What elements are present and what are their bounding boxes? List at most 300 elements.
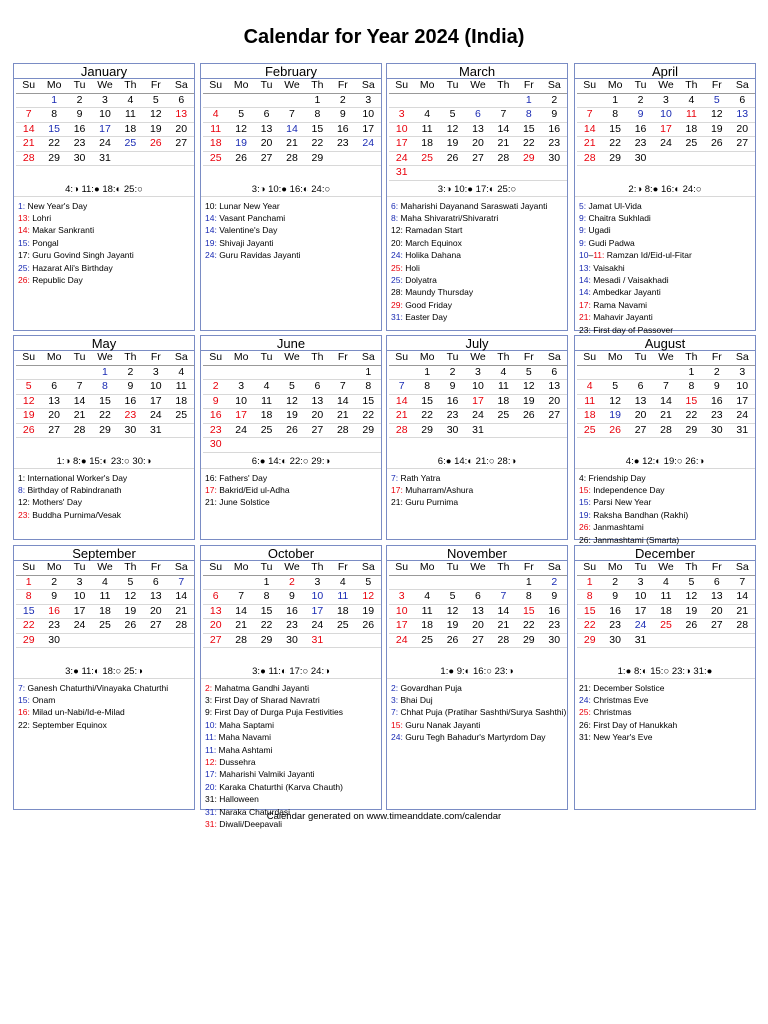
holiday-item	[579, 274, 755, 286]
week-row	[389, 366, 567, 381]
day-cell: 29	[362, 423, 375, 436]
holiday-date: 13:	[18, 212, 30, 223]
empty-cell	[465, 576, 490, 590]
holiday-name: Maha Shivaratri/Shivaratri	[398, 212, 499, 223]
holiday-date: 21:	[205, 497, 217, 508]
day-cell: 13	[548, 380, 561, 392]
weekday-label: Su	[22, 351, 36, 363]
holiday-date: 25:	[391, 262, 403, 273]
month-name: September	[14, 546, 194, 561]
empty-cell	[16, 94, 41, 108]
day-cell: 4	[500, 365, 507, 378]
weekday-label: Th	[311, 561, 324, 573]
day-cell: 10	[634, 590, 647, 602]
day-cell: 16	[609, 604, 621, 617]
week-row	[16, 366, 194, 381]
holiday-item	[579, 694, 755, 706]
day-cell: 8	[51, 108, 58, 120]
weekday-header	[389, 351, 567, 366]
holiday-list	[387, 679, 567, 744]
empty-cell	[653, 152, 678, 166]
day-cell: 7	[586, 108, 593, 120]
footer-credit: Calendar generated on www.timeanddate.com/calendar	[266, 811, 502, 822]
day-cell: 10	[736, 380, 749, 392]
day-cell: 4	[586, 380, 593, 392]
month-days-grid	[203, 79, 381, 166]
holiday-item	[579, 731, 755, 743]
day-cell: 3	[637, 575, 644, 588]
holiday-name: Chhat Puja (Pratihar Sashthi/Surya Sashthi)	[398, 707, 567, 718]
holiday-date: 31:	[391, 312, 403, 323]
week-row	[203, 123, 381, 138]
day-cell: 6	[51, 380, 58, 392]
holiday-list	[575, 679, 755, 744]
empty-cell	[330, 366, 355, 380]
month-name: May	[14, 336, 194, 351]
day-cell: 16	[286, 604, 298, 617]
day-cell: 4	[178, 365, 185, 378]
holiday-item	[205, 719, 381, 731]
day-cell: 12	[685, 590, 698, 602]
day-cell: 30	[73, 151, 86, 164]
day-cell: 30	[286, 633, 298, 646]
day-cell: 16	[209, 409, 222, 421]
holiday-date: 28:	[391, 287, 403, 298]
month-days-grid	[16, 79, 194, 166]
weekday-label: Sa	[547, 351, 561, 363]
day-cell: 13	[260, 122, 273, 135]
month-days-grid	[389, 79, 567, 181]
holiday-item	[18, 496, 194, 508]
weekday-label: Su	[583, 561, 597, 573]
holiday-name: June Solstice	[216, 497, 270, 508]
day-cell: 9	[51, 590, 58, 602]
holiday-date: 11:	[205, 744, 217, 755]
holiday-item	[579, 286, 755, 298]
day-cell: 4	[424, 590, 431, 602]
holiday-date: 9:	[579, 212, 587, 223]
holiday-item	[579, 496, 755, 508]
week-row	[203, 424, 381, 439]
holiday-name: Bhai Duj	[398, 694, 433, 705]
week-row	[577, 380, 755, 395]
day-cell: 24	[73, 619, 86, 631]
week-row	[577, 409, 755, 424]
day-cell: 1	[51, 93, 58, 106]
holiday-name: Mahatma Gandhi Jayanti	[212, 682, 309, 693]
weekday-label: Sa	[735, 79, 749, 91]
day-cell: 1	[263, 575, 270, 588]
day-cell: 3	[314, 575, 321, 588]
holiday-item	[205, 768, 381, 780]
holiday-name: Ambedkar Jayanti	[590, 287, 661, 298]
holiday-date: 26:	[579, 534, 591, 545]
day-cell: 29	[609, 151, 621, 164]
empty-cell	[356, 152, 381, 166]
holiday-date: 14:	[579, 287, 591, 298]
day-cell: 24	[395, 633, 408, 646]
holiday-name: Dolyatra	[402, 274, 437, 285]
day-cell: 8	[424, 380, 431, 392]
day-cell: 24	[99, 137, 111, 149]
empty-cell	[279, 94, 304, 108]
day-cell: 1	[525, 575, 532, 588]
day-cell: 12	[124, 590, 137, 602]
week-row	[389, 424, 567, 439]
day-cell: 29	[22, 633, 35, 646]
day-cell: 5	[449, 108, 456, 120]
holiday-name: Lunar New Year	[216, 200, 280, 211]
holiday-name: Muharram/Ashura	[402, 484, 474, 495]
holiday-date: 7:	[391, 707, 399, 718]
holiday-item	[579, 249, 755, 261]
holiday-date: 23:	[579, 324, 591, 335]
day-cell: 5	[238, 108, 245, 120]
weekday-label: We	[658, 79, 674, 91]
moon-phases: 3:● 11:◐ 17:○ 24:◑	[201, 665, 381, 679]
weekday-label: We	[658, 561, 674, 573]
day-cell: 27	[209, 633, 222, 646]
holiday-date: 17:	[18, 250, 30, 261]
empty-cell	[628, 366, 653, 380]
empty-cell	[577, 94, 602, 108]
holiday-date: 24:	[391, 732, 403, 743]
day-cell: 16	[446, 394, 459, 407]
empty-cell	[389, 576, 414, 590]
day-cell: 6	[475, 590, 481, 602]
day-cell: 22	[48, 137, 60, 149]
holiday-date: 24:	[579, 694, 591, 705]
holiday-item	[579, 509, 755, 521]
weekday-label: Tu	[634, 79, 647, 91]
week-row	[389, 619, 567, 634]
holiday-item	[579, 212, 755, 224]
week-row	[577, 424, 755, 439]
empty-cell	[516, 424, 541, 438]
holiday-date: 14:	[579, 274, 591, 285]
empty-cell	[704, 152, 729, 166]
weekday-label: Th	[685, 79, 698, 91]
day-cell: 12	[22, 394, 35, 407]
day-cell: 3	[152, 365, 159, 378]
holiday-name: Mahavir Jayanti	[590, 312, 653, 323]
week-row	[16, 576, 194, 591]
day-cell: 8	[612, 108, 619, 120]
holiday-name: Maharishi Dayanand Saraswati Jayanti	[398, 200, 548, 211]
moon-phases: 1:◑ 8:● 15:◐ 23:○ 30:◑	[14, 455, 194, 469]
day-cell: 7	[398, 380, 405, 392]
holiday-item	[391, 731, 567, 743]
empty-cell	[228, 438, 253, 452]
day-cell: 18	[336, 604, 349, 617]
month-name: January	[14, 64, 194, 79]
holiday-name: Milad un-Nabi/Id-e-Milad	[29, 707, 125, 718]
day-cell: 9	[212, 394, 219, 407]
holiday-name: First Day of Sharad Navratri	[212, 694, 320, 705]
day-cell: 10	[99, 108, 111, 120]
holiday-item	[18, 719, 194, 731]
holiday-item	[205, 781, 381, 793]
day-cell: 9	[612, 590, 619, 602]
weekday-label: Mo	[419, 79, 435, 91]
month-panel-january	[13, 63, 195, 331]
empty-cell	[16, 366, 41, 380]
day-cell: 19	[286, 409, 298, 421]
empty-cell	[254, 438, 279, 452]
holiday-item	[18, 262, 194, 274]
empty-cell	[254, 94, 279, 108]
day-cell: 21	[583, 137, 596, 149]
holiday-date: 19:	[205, 237, 217, 248]
holiday-item	[205, 237, 381, 249]
weekday-label: Mo	[419, 561, 435, 573]
day-cell: 20	[260, 137, 273, 149]
day-cell: 7	[500, 590, 507, 602]
empty-cell	[228, 366, 253, 380]
day-cell: 12	[286, 394, 298, 407]
holiday-item	[579, 262, 755, 274]
day-cell: 13	[149, 590, 162, 602]
day-cell: 9	[713, 380, 720, 392]
weekday-label: Fr	[337, 561, 348, 573]
day-cell: 9	[449, 380, 456, 392]
day-cell: 1	[586, 575, 593, 588]
holiday-date: 21:	[391, 497, 403, 508]
day-cell: 15	[522, 122, 535, 135]
day-cell: 16	[548, 604, 561, 617]
day-cell: 24	[660, 137, 672, 149]
weekday-label: Fr	[523, 79, 534, 91]
empty-cell	[704, 634, 729, 648]
month-name: February	[201, 64, 381, 79]
month-days-grid	[203, 351, 381, 453]
holiday-name: Halloween	[216, 794, 259, 805]
holiday-item	[18, 249, 194, 261]
day-cell: 28	[497, 151, 510, 164]
holiday-name: Mesadi / Vaisakhadi	[590, 274, 669, 285]
month-panel-may	[13, 335, 195, 540]
day-cell: 18	[421, 137, 433, 149]
day-cell: 23	[336, 137, 349, 149]
holiday-name: Holi	[402, 262, 420, 273]
holiday-list	[575, 469, 755, 546]
day-cell: 3	[663, 93, 669, 106]
day-cell: 14	[660, 394, 672, 407]
day-cell: 13	[472, 604, 484, 617]
day-cell: 10	[395, 604, 408, 617]
day-cell: 4	[212, 108, 219, 120]
day-cell: 23	[548, 619, 561, 631]
day-cell: 27	[634, 423, 647, 436]
empty-cell	[118, 634, 143, 648]
day-cell: 2	[551, 93, 558, 106]
holiday-date: 15:	[579, 497, 591, 508]
month-panel-september	[13, 545, 195, 810]
holiday-date: 20:	[391, 237, 403, 248]
day-cell: 23	[73, 137, 86, 149]
day-cell: 31	[634, 633, 647, 646]
day-cell: 18	[175, 394, 188, 407]
day-cell: 11	[261, 394, 272, 407]
holiday-list	[14, 469, 194, 522]
weekday-label: Mo	[46, 561, 62, 573]
empty-cell	[491, 166, 516, 180]
weekday-header	[577, 79, 755, 94]
empty-cell	[653, 634, 678, 648]
day-cell: 17	[472, 394, 484, 407]
empty-cell	[414, 576, 439, 590]
day-cell: 17	[73, 604, 86, 617]
holiday-name: Janmashtami (Smarta)	[590, 534, 680, 545]
day-cell: 29	[583, 633, 596, 646]
day-cell: 26	[286, 423, 298, 436]
day-cell: 2	[51, 575, 58, 588]
weekday-label: Th	[124, 561, 137, 573]
day-cell: 15	[311, 122, 324, 135]
weekday-header	[389, 561, 567, 576]
holiday-name: Maharishi Valmiki Jayanti	[216, 769, 315, 780]
holiday-date: 15:	[18, 694, 30, 705]
day-cell: 29	[522, 151, 535, 164]
holiday-item	[579, 311, 755, 323]
day-cell: 27	[149, 619, 162, 631]
empty-cell	[305, 366, 330, 380]
holiday-name: Guru Ravidas Jayanti	[216, 250, 301, 261]
day-cell: 27	[710, 619, 723, 631]
day-cell: 22	[421, 409, 433, 421]
day-cell: 15	[260, 604, 273, 617]
day-cell: 12	[446, 122, 459, 135]
day-cell: 13	[175, 108, 188, 120]
holiday-name: Raksha Bandhan (Rakhi)	[590, 509, 689, 520]
weekday-label: Th	[124, 351, 137, 363]
week-row	[16, 634, 194, 649]
holiday-name: March Equinox	[402, 237, 462, 248]
day-cell: 13	[311, 394, 324, 407]
holiday-item	[205, 200, 381, 212]
moon-phases: 6:● 14:◐ 22:○ 29:◑	[201, 455, 381, 469]
holiday-date-part: 11:	[593, 250, 605, 261]
day-cell: 14	[22, 122, 35, 135]
holiday-name: Gudi Padwa	[586, 237, 635, 248]
day-cell: 28	[235, 633, 247, 646]
holiday-name: Onam	[29, 694, 56, 705]
weekday-header	[203, 561, 381, 576]
day-cell: 22	[522, 137, 535, 149]
holiday-item	[391, 706, 567, 718]
weekday-label: Sa	[361, 351, 375, 363]
holiday-item	[205, 224, 381, 236]
week-row	[203, 395, 381, 410]
month-panel-august	[574, 335, 756, 545]
holiday-item	[205, 682, 381, 694]
empty-cell	[679, 152, 704, 166]
holiday-date: 20:	[205, 781, 217, 792]
day-cell: 27	[260, 151, 273, 164]
holiday-name: First Day of Hanukkah	[590, 719, 678, 730]
day-cell: 10	[395, 122, 408, 135]
day-cell: 25	[685, 137, 698, 149]
holiday-date: 10:	[205, 719, 217, 730]
week-row	[577, 576, 755, 591]
day-cell: 6	[178, 93, 185, 106]
holiday-item	[579, 521, 755, 533]
weekday-header	[203, 351, 381, 366]
holiday-item	[391, 299, 567, 311]
month-days-grid	[203, 561, 381, 648]
day-cell: 22	[583, 619, 596, 631]
holiday-date: 14:	[205, 225, 217, 236]
holiday-date: 25:	[18, 262, 30, 273]
weekday-label: Su	[209, 561, 223, 573]
day-cell: 17	[660, 122, 672, 135]
weekday-label: Su	[583, 79, 597, 91]
day-cell: 16	[73, 122, 86, 135]
weekday-label: Tu	[73, 351, 86, 363]
day-cell: 27	[472, 151, 484, 164]
weekday-label: Th	[497, 351, 510, 363]
day-cell: 24	[634, 619, 647, 631]
empty-cell	[389, 366, 414, 380]
day-cell: 25	[421, 151, 433, 164]
day-cell: 24	[736, 409, 749, 421]
empty-cell	[516, 166, 541, 180]
empty-cell	[491, 94, 516, 108]
day-cell: 11	[584, 394, 596, 407]
weekday-label: Mo	[46, 79, 62, 91]
day-cell: 1	[102, 365, 108, 378]
day-cell: 12	[609, 394, 621, 407]
day-cell: 27	[175, 137, 188, 149]
day-cell: 23	[634, 137, 647, 149]
day-cell: 19	[685, 604, 698, 617]
day-cell: 7	[663, 380, 669, 392]
day-cell: 30	[548, 633, 561, 646]
day-cell: 10	[660, 108, 672, 120]
day-cell: 23	[446, 409, 459, 421]
empty-cell	[330, 152, 355, 166]
holiday-item	[391, 249, 567, 261]
day-cell: 16	[336, 122, 349, 135]
day-cell: 24	[235, 423, 247, 436]
day-cell: 7	[238, 590, 245, 602]
day-cell: 17	[362, 122, 375, 135]
weekday-label: Sa	[361, 561, 375, 573]
holiday-item	[391, 682, 567, 694]
day-cell: 7	[500, 108, 507, 120]
holiday-name: Parsi New Year	[590, 497, 652, 508]
day-cell: 5	[127, 575, 134, 588]
weekday-label: Tu	[634, 561, 647, 573]
holiday-item	[18, 212, 194, 224]
day-cell: 31	[472, 423, 484, 436]
holiday-item	[391, 237, 567, 249]
holiday-item	[205, 472, 381, 484]
holiday-item	[205, 793, 381, 805]
holiday-date: 8:	[18, 484, 26, 495]
week-row	[577, 366, 755, 381]
day-cell: 22	[311, 137, 324, 149]
day-cell: 8	[688, 380, 695, 392]
day-cell: 9	[289, 590, 295, 602]
day-cell: 14	[73, 394, 86, 407]
weekday-label: Tu	[260, 561, 273, 573]
day-cell: 3	[398, 590, 405, 602]
day-cell: 19	[149, 122, 162, 135]
day-cell: 22	[260, 619, 273, 631]
day-cell: 18	[685, 122, 698, 135]
weekday-label: Tu	[446, 351, 459, 363]
